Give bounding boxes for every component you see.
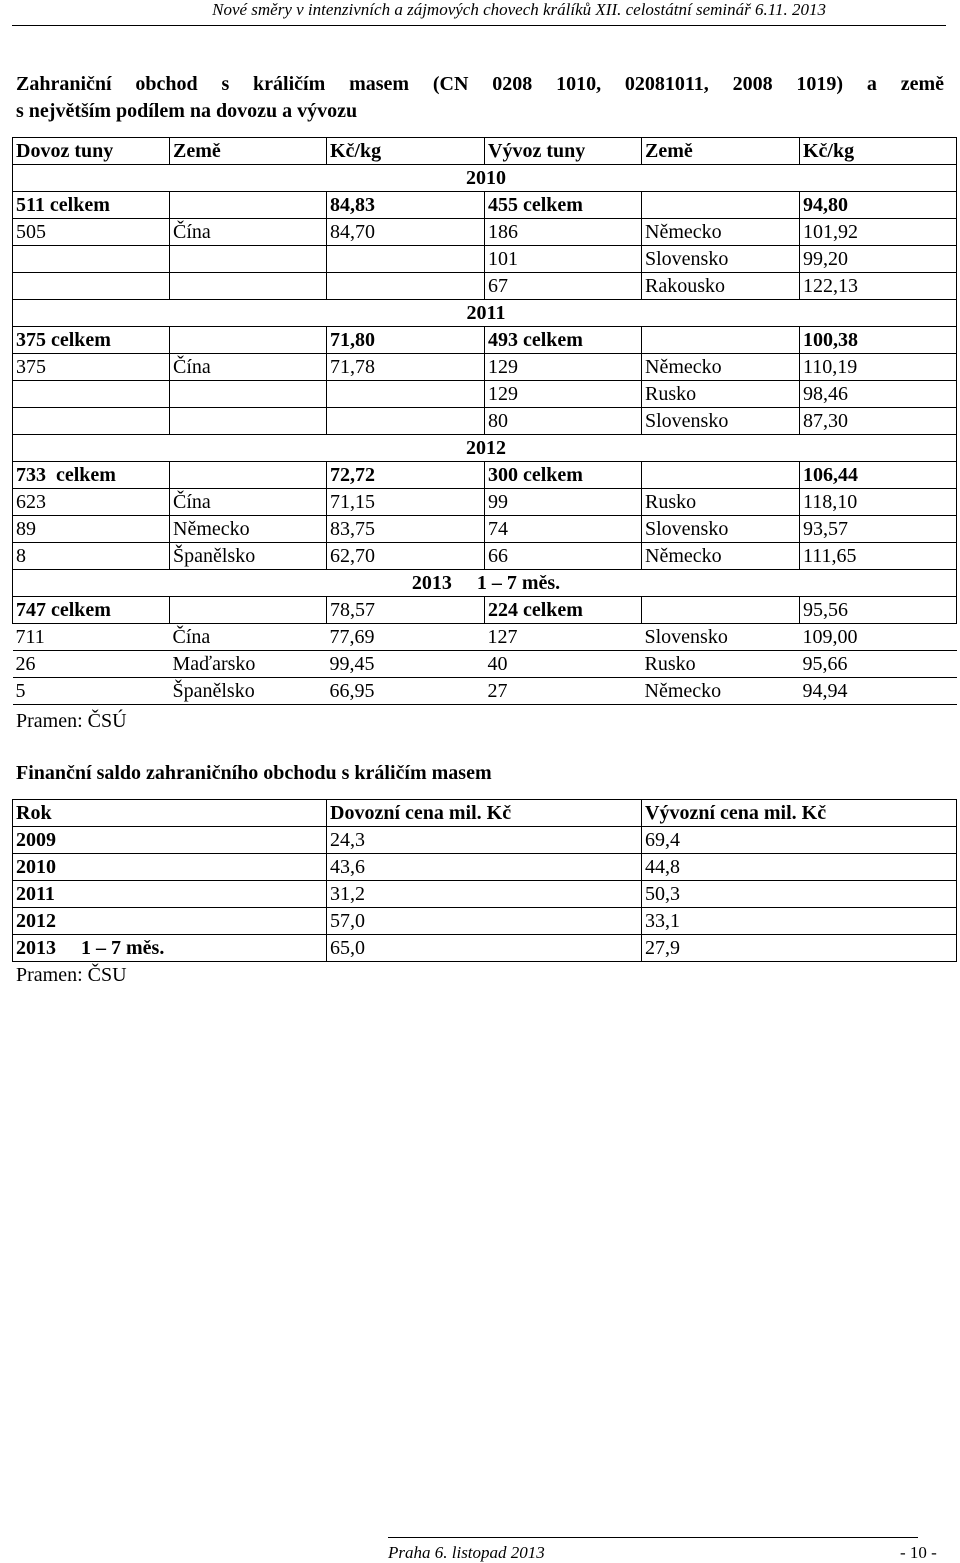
table-cell: Rusko (642, 489, 800, 516)
footer-rule (388, 1537, 918, 1538)
balance-header-row (13, 800, 957, 827)
table-cell: Slovensko (642, 408, 800, 435)
table-cell: Maďarsko (170, 651, 327, 678)
table-cell: 66,95 (327, 678, 485, 705)
balance-heading: Finanční saldo zahraničního obchodu s králičím masem (16, 762, 492, 784)
table-row (13, 381, 957, 408)
table-cell: 65,0 (327, 935, 642, 962)
year-row (13, 435, 957, 462)
year-row (13, 165, 957, 192)
table-cell (170, 597, 327, 624)
table-cell: 99 (485, 489, 642, 516)
balance-header-cell: Rok (13, 800, 327, 827)
table-row (13, 935, 957, 962)
table-row (13, 881, 957, 908)
table-cell: 375 (13, 354, 170, 381)
table-cell: Německo (170, 516, 327, 543)
table-cell: Čína (170, 624, 327, 651)
table-cell: 2012 (13, 908, 327, 935)
trade-header-cell: Kč/kg (327, 138, 485, 165)
table-row (13, 543, 957, 570)
trade-header-cell: Vývoz tuny (485, 138, 642, 165)
table-cell: 89 (13, 516, 170, 543)
table-cell: Španělsko (170, 543, 327, 570)
footer-place-date: Praha 6. listopad 2013 (388, 1543, 545, 1562)
table-cell: 33,1 (642, 908, 957, 935)
balance-header-cell: Vývozní cena mil. Kč (642, 800, 957, 827)
table-cell: 84,70 (327, 219, 485, 246)
year-row (13, 570, 957, 597)
table-cell: 100,38 (800, 327, 957, 354)
table-cell: 224 celkem (485, 597, 642, 624)
table-cell: 78,57 (327, 597, 485, 624)
table-cell: 40 (485, 651, 642, 678)
table-cell: 74 (485, 516, 642, 543)
table-cell: Německo (642, 543, 800, 570)
table-cell: Rusko (642, 651, 800, 678)
table-cell: 44,8 (642, 854, 957, 881)
table-cell: 493 celkem (485, 327, 642, 354)
table-cell (327, 381, 485, 408)
trade-header-cell: Země (170, 138, 327, 165)
balance-table (12, 799, 957, 962)
table-cell (170, 246, 327, 273)
table-cell: 72,72 (327, 462, 485, 489)
table-cell: 57,0 (327, 908, 642, 935)
header-rule (12, 25, 946, 26)
table-cell (170, 408, 327, 435)
table-cell: 98,46 (800, 381, 957, 408)
total-row (13, 192, 957, 219)
table-row (13, 827, 957, 854)
table-row (13, 678, 957, 705)
table-cell: 101,92 (800, 219, 957, 246)
table-cell (170, 273, 327, 300)
table-cell (13, 408, 170, 435)
table-cell: 99,20 (800, 246, 957, 273)
table-cell: 80 (485, 408, 642, 435)
trade-table-body (13, 138, 957, 705)
document-title-line-2: s největším podílem na dovozu a vývozu (16, 100, 358, 122)
table-cell: 129 (485, 381, 642, 408)
table-cell: Čína (170, 219, 327, 246)
table-cell: 2011 (13, 881, 327, 908)
table-cell: 95,56 (800, 597, 957, 624)
table-cell: 101 (485, 246, 642, 273)
trade-header-cell: Kč/kg (800, 138, 957, 165)
table-cell: 2013 1 – 7 měs. (13, 935, 327, 962)
table-cell: 43,6 (327, 854, 642, 881)
table-cell: 455 celkem (485, 192, 642, 219)
table-cell: Německo (642, 678, 800, 705)
table-cell (170, 381, 327, 408)
table-row (13, 489, 957, 516)
table-cell: 8 (13, 543, 170, 570)
year-row (13, 300, 957, 327)
year-label: 2012 (13, 435, 957, 462)
total-row (13, 462, 957, 489)
balance-table-body (13, 800, 957, 962)
balance-source-note: Pramen: ČSU (16, 964, 127, 986)
table-cell: 127 (485, 624, 642, 651)
trade-header-cell: Dovoz tuny (13, 138, 170, 165)
table-cell (327, 246, 485, 273)
table-cell (642, 597, 800, 624)
table-cell: 71,80 (327, 327, 485, 354)
table-cell: 511 celkem (13, 192, 170, 219)
table-cell: 118,10 (800, 489, 957, 516)
table-cell: 94,80 (800, 192, 957, 219)
table-cell: 83,75 (327, 516, 485, 543)
table-cell (642, 462, 800, 489)
table-cell (327, 408, 485, 435)
running-header: Nové směry v intenzivních a zájmových chovech králíků XII. celostátní seminář 6.11. 2013 (212, 0, 826, 19)
table-cell: 106,44 (800, 462, 957, 489)
table-cell (170, 192, 327, 219)
table-cell: Čína (170, 489, 327, 516)
table-cell: 93,57 (800, 516, 957, 543)
table-cell: 109,00 (800, 624, 957, 651)
table-cell: Rusko (642, 381, 800, 408)
table-cell: Čína (170, 354, 327, 381)
table-row (13, 516, 957, 543)
table-cell: 300 celkem (485, 462, 642, 489)
table-cell (170, 327, 327, 354)
table-cell: 711 (13, 624, 170, 651)
table-cell: 110,19 (800, 354, 957, 381)
table-row (13, 273, 957, 300)
year-label: 2010 (13, 165, 957, 192)
table-cell: 31,2 (327, 881, 642, 908)
table-cell: Slovensko (642, 624, 800, 651)
table-row (13, 908, 957, 935)
table-cell: Slovensko (642, 246, 800, 273)
table-row (13, 408, 957, 435)
table-cell: 2009 (13, 827, 327, 854)
table-cell: Německo (642, 219, 800, 246)
total-row (13, 597, 957, 624)
table-cell: 95,66 (800, 651, 957, 678)
table-cell: Španělsko (170, 678, 327, 705)
table-row (13, 624, 957, 651)
table-cell: 26 (13, 651, 170, 678)
trade-header-cell: Země (642, 138, 800, 165)
table-cell: 2010 (13, 854, 327, 881)
year-label: 2011 (13, 300, 957, 327)
table-row (13, 651, 957, 678)
table-row (13, 354, 957, 381)
table-cell: 94,94 (800, 678, 957, 705)
table-cell: 129 (485, 354, 642, 381)
table-cell: 122,13 (800, 273, 957, 300)
table-cell: 186 (485, 219, 642, 246)
table-cell: 66 (485, 543, 642, 570)
year-label: 2013 1 – 7 měs. (13, 570, 957, 597)
balance-header-cell: Dovozní cena mil. Kč (327, 800, 642, 827)
table-cell: 69,4 (642, 827, 957, 854)
trade-table (12, 137, 957, 705)
document-title-line-1: Zahraniční obchod s králičím masem (CN 0208 1010, 02081011, 2008 1019) a země (16, 73, 944, 95)
table-cell: Rakousko (642, 273, 800, 300)
table-cell: 62,70 (327, 543, 485, 570)
table-cell: 747 celkem (13, 597, 170, 624)
table-cell (170, 462, 327, 489)
trade-header-row (13, 138, 957, 165)
table-cell (642, 327, 800, 354)
table-cell: 733 celkem (13, 462, 170, 489)
total-row (13, 327, 957, 354)
table-cell: 505 (13, 219, 170, 246)
table-row (13, 246, 957, 273)
table-row (13, 854, 957, 881)
page-number: - 10 - (900, 1543, 937, 1562)
table-cell: 84,83 (327, 192, 485, 219)
table-cell: 27 (485, 678, 642, 705)
trade-source-note: Pramen: ČSÚ (16, 710, 127, 732)
table-cell (13, 273, 170, 300)
table-cell (642, 192, 800, 219)
table-cell: 67 (485, 273, 642, 300)
table-cell: 99,45 (327, 651, 485, 678)
table-cell: 5 (13, 678, 170, 705)
table-cell: 111,65 (800, 543, 957, 570)
table-cell: 27,9 (642, 935, 957, 962)
table-cell: 50,3 (642, 881, 957, 908)
table-cell: 71,15 (327, 489, 485, 516)
table-cell: 24,3 (327, 827, 642, 854)
table-cell: Německo (642, 354, 800, 381)
table-cell: Slovensko (642, 516, 800, 543)
table-cell (13, 381, 170, 408)
table-cell: 71,78 (327, 354, 485, 381)
table-cell: 623 (13, 489, 170, 516)
table-row (13, 219, 957, 246)
table-cell: 375 celkem (13, 327, 170, 354)
table-cell: 77,69 (327, 624, 485, 651)
table-cell: 87,30 (800, 408, 957, 435)
table-cell (327, 273, 485, 300)
table-cell (13, 246, 170, 273)
